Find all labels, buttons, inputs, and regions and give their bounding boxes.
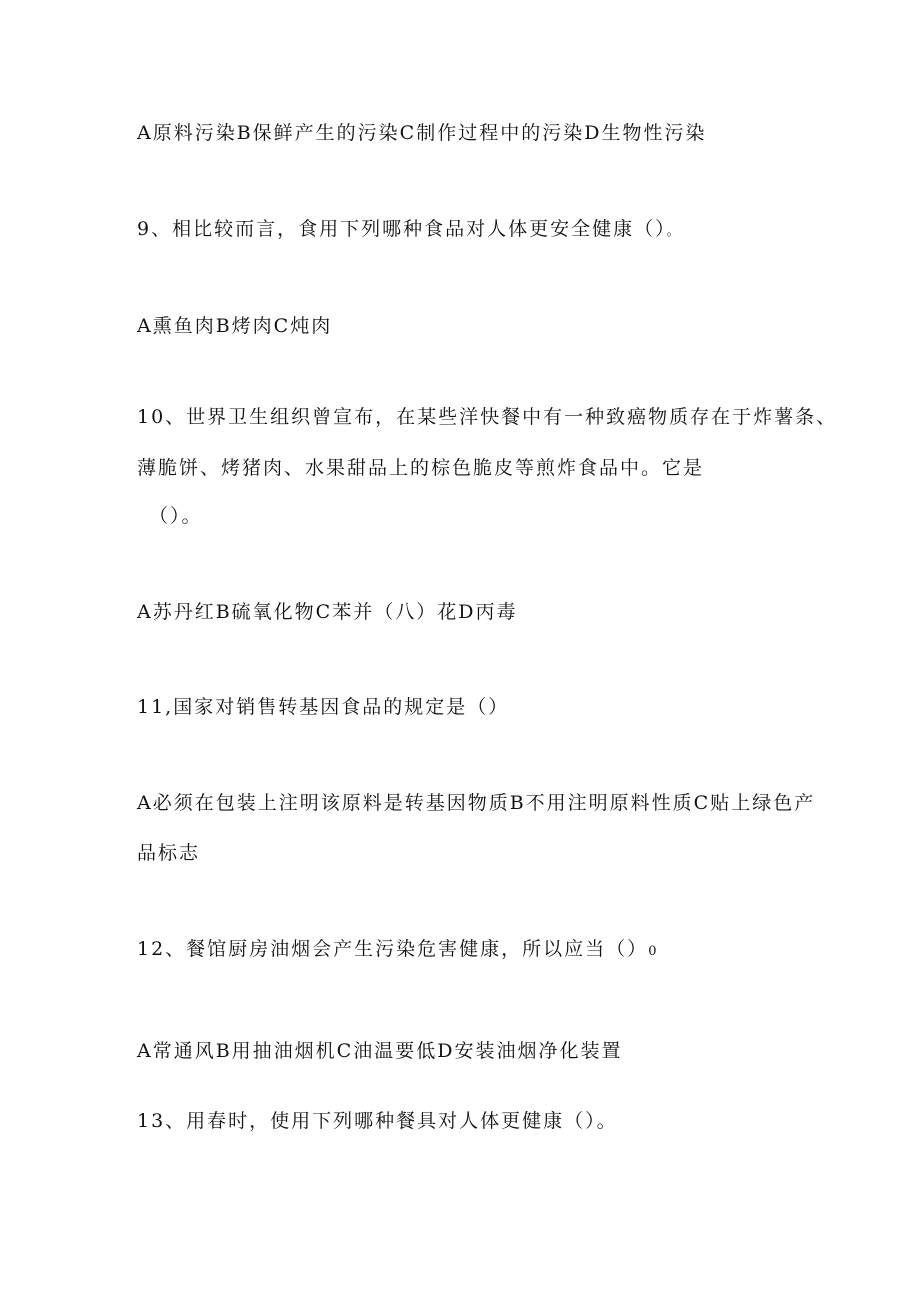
answer-options-10: A苏丹红B硫氧化物C苯并（八）花D丙毒: [137, 601, 518, 623]
question-9-text: 9、相比较而言，食用下列哪种食品对人体更安全健康（）: [137, 218, 667, 240]
question-9-suffix: 。: [666, 224, 680, 239]
question-13: 13、用春时，使用下列哪种餐具对人体更健康（）。: [137, 1110, 618, 1132]
answer-options-11-line-2: 品标志: [137, 842, 201, 864]
answer-options-11-line-1: A必须在包装上注明该原料是转基因物质B不用注明原料性质C贴上绿色产: [137, 792, 816, 814]
question-9: [137, 217, 680, 244]
question-12: [137, 937, 656, 964]
question-11: 11,国家对销售转基因食品的规定是（）: [137, 696, 510, 718]
question-12-suffix: 0: [648, 944, 657, 959]
question-10-line-2: 薄脆饼、烤猪肉、水果甜品上的棕色脆皮等煎炸食品中。它是: [137, 457, 705, 479]
question-10-line-3: （）。: [149, 505, 203, 527]
question-12-text: 12、餐馆厨房油烟会产生污染危害健康，所以应当（）: [137, 938, 649, 960]
answer-options-8: A原料污染B保鲜产生的污染C制作过程中的污染D生物性污染: [137, 122, 707, 144]
answer-options-12: A常通风B用抽油烟机C油温要低D安装油烟净化装置: [137, 1040, 623, 1062]
answer-options-9: A熏鱼肉B烤肉C炖肉: [137, 315, 333, 337]
question-10-line-1: 10、世界卫生组织曾宣布，在某些洋快餐中有一种致癌物质存在于炸薯条、: [137, 406, 838, 428]
